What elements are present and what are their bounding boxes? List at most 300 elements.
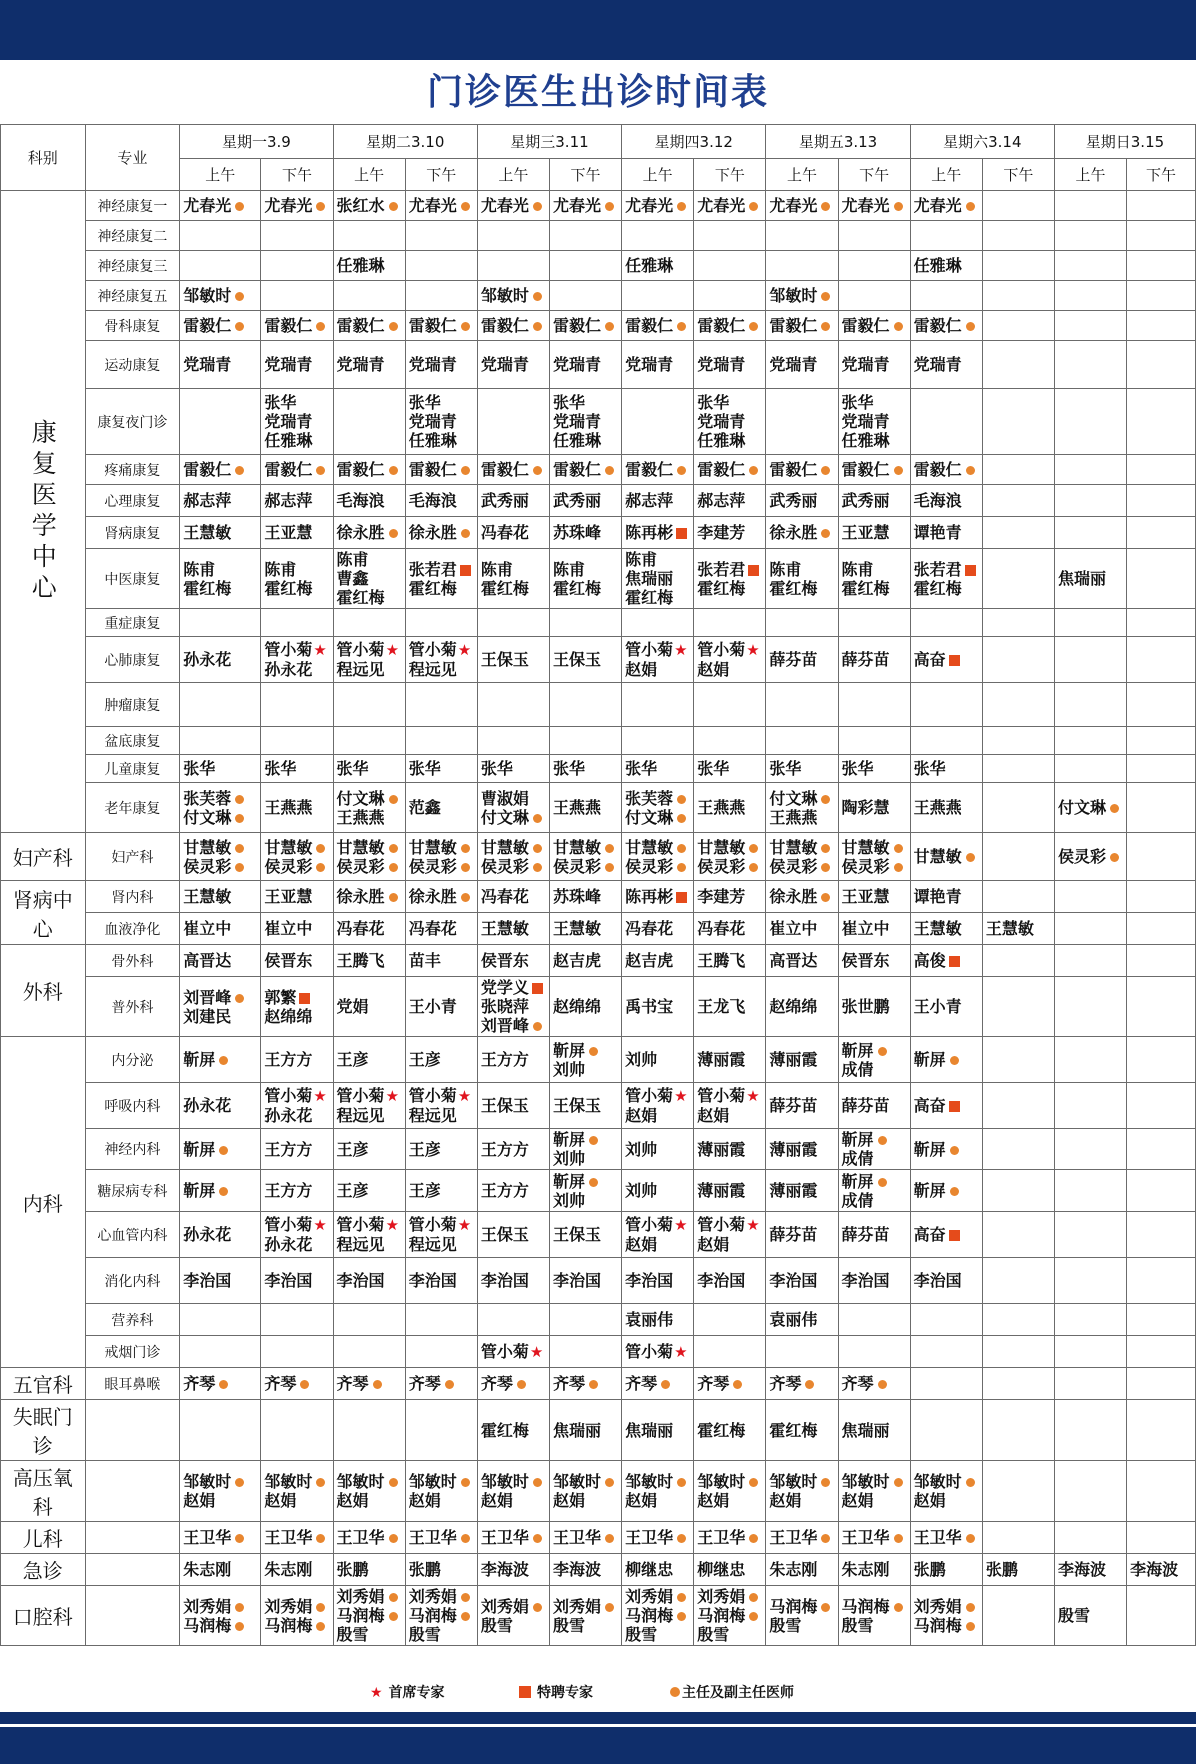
doctor-name: 李治国: [697, 1271, 746, 1290]
doctor-name: 毛海浪: [408, 491, 457, 510]
doctor-name: 雷毅仁: [625, 460, 674, 479]
schedule-cell: [180, 637, 261, 683]
schedule-cell: [549, 783, 621, 833]
square-icon: [460, 565, 471, 576]
schedule-cell: [405, 833, 477, 881]
schedule-cell: [1127, 221, 1196, 251]
spec-name: 神经内科: [104, 1142, 161, 1158]
schedule-cell: [838, 609, 910, 637]
dot-icon: [821, 1478, 830, 1487]
schedule-cell: [694, 1522, 766, 1554]
doctor-name: 张华: [264, 759, 297, 778]
doctor-name: 管小菊: [264, 1086, 313, 1105]
dot-icon: [235, 1603, 244, 1612]
doctor-name: 齐琴: [408, 1374, 441, 1393]
doctor-entry: [842, 1172, 907, 1191]
doctor-entry: [1058, 847, 1123, 866]
doctor-entry: [842, 1616, 907, 1635]
doctor-name: 刘晋峰: [183, 987, 232, 1007]
schedule-cell: [910, 1037, 982, 1083]
doctor-name: 齐琴: [480, 1374, 513, 1393]
spec-cell: [85, 1037, 180, 1083]
dot-icon: [533, 202, 542, 211]
spec-name: 康复夜门诊: [97, 414, 168, 431]
doctor-name: 冯春花: [336, 919, 385, 938]
schedule-cell: [405, 727, 477, 755]
doctor-name: 党瑞青: [408, 412, 457, 431]
dot-icon: [589, 1380, 598, 1389]
doctor-entry: [842, 560, 907, 579]
doctor-name: 王慧敏: [480, 919, 529, 938]
schedule-cell: [261, 1170, 333, 1212]
schedule-cell: [910, 341, 982, 389]
doctor-name: 李建芳: [697, 887, 746, 906]
schedule-cell: [405, 485, 477, 517]
spec-cell: [85, 517, 180, 549]
doctor-name: 刘建民: [183, 1006, 232, 1026]
doctor-entry: [842, 887, 907, 906]
doctor-name: 薛芬苗: [841, 1096, 890, 1115]
spec-cell: [85, 389, 180, 455]
doctor-name: 党瑞青: [480, 355, 529, 374]
schedule-cell: [766, 1461, 838, 1522]
dot-icon: [235, 1534, 244, 1543]
square-icon: [949, 1230, 960, 1241]
doctor-entry: [625, 759, 690, 778]
doctor-entry: [553, 431, 618, 450]
doctor-name: 武秀丽: [841, 491, 890, 510]
schedule-cell: [261, 1368, 333, 1400]
doctor-name: 赵娟: [697, 1235, 730, 1254]
schedule-cell: [333, 281, 405, 311]
dot-icon: [461, 529, 470, 538]
doctor-name: 殷雪: [1057, 1606, 1090, 1625]
schedule-cell: [180, 1336, 261, 1368]
legend-square-label: 特聘专家: [537, 1685, 593, 1701]
schedule-cell: [1127, 1336, 1196, 1368]
doctor-entry: [697, 1235, 762, 1254]
doctor-name: 徐永胜: [336, 523, 385, 542]
schedule-cell: [622, 913, 694, 945]
doctor-entry: [553, 838, 618, 857]
schedule-cell: [766, 1522, 838, 1554]
doctor-entry: [914, 1491, 979, 1510]
doctor-entry: [183, 1140, 257, 1159]
doctor-name: 王方方: [480, 1050, 529, 1069]
doctor-name: 侯晋东: [841, 951, 890, 970]
doctor-name: 薄丽霞: [697, 1050, 746, 1069]
doctor-name: 任雅琳: [408, 431, 457, 450]
star-icon: ★: [674, 1342, 688, 1361]
dot-icon: [950, 1187, 959, 1196]
schedule-cell: [1054, 1304, 1126, 1336]
schedule-cell: [766, 1170, 838, 1212]
doctor-name: 张华: [697, 393, 730, 412]
spec-name: 骨科康复: [104, 318, 161, 335]
doctor-name: 付文琳: [1057, 798, 1106, 817]
doctor-name: 李治国: [183, 1271, 232, 1290]
doctor-entry: [481, 1016, 546, 1035]
schedule-cell: [405, 1586, 477, 1646]
schedule-cell: [180, 977, 261, 1037]
doctor-entry: [697, 1140, 762, 1159]
doctor-name: 侯灵彩: [480, 856, 529, 876]
doctor-name: 王燕燕: [336, 807, 385, 827]
doctor-entry: [553, 412, 618, 431]
schedule-cell: [694, 945, 766, 977]
doctor-name: 马润梅: [769, 1596, 818, 1616]
star-icon: ★: [313, 641, 327, 659]
header-row-halves: [1, 159, 1196, 191]
schedule-cell: [405, 755, 477, 783]
am-header: 上午: [910, 159, 982, 191]
schedule-cell: [1054, 311, 1126, 341]
doctor-name: 霍红梅: [697, 1420, 746, 1440]
doctor-name: 齐琴: [552, 1374, 585, 1393]
doctor-entry: [769, 1597, 834, 1616]
schedule-cell: [694, 1461, 766, 1522]
dot-icon: [235, 1478, 244, 1487]
doctor-entry: [409, 1106, 474, 1125]
doctor-name: 王燕燕: [913, 798, 962, 817]
doctor-name: 陈甫: [625, 550, 658, 569]
doctor-name: 靳屏: [552, 1130, 585, 1149]
doctor-entry: [625, 1472, 690, 1491]
doctor-entry: [769, 460, 834, 479]
pm-header: 下午: [694, 159, 766, 191]
doctor-entry: [842, 460, 907, 479]
doctor-entry: [409, 798, 474, 817]
schedule-cell: [405, 455, 477, 485]
doctor-entry: [481, 1560, 546, 1579]
doctor-entry: [264, 1528, 329, 1547]
schedule-cell: [982, 727, 1054, 755]
square-icon: [965, 565, 976, 576]
doctor-entry: [481, 1181, 546, 1200]
schedule-cell: [766, 1586, 838, 1646]
schedule-cell: [180, 251, 261, 281]
schedule-cell: [180, 1400, 261, 1461]
doctor-entry: [553, 460, 618, 479]
spec-name: 妇产科: [111, 849, 154, 866]
schedule-cell: [622, 683, 694, 727]
doctor-entry: [553, 1041, 618, 1060]
doctor-name: 马润梅: [913, 1615, 962, 1635]
schedule-cell: [549, 1129, 621, 1170]
doctor-entry: [337, 1587, 402, 1606]
doctor-name: 王燕燕: [552, 798, 601, 817]
schedule-cell: [405, 1304, 477, 1336]
doctor-name: 霍红梅: [769, 578, 818, 598]
doctor-name: 靳屏: [183, 1050, 216, 1069]
doctor-entry: [914, 951, 979, 970]
doctor-name: 雷毅仁: [841, 316, 890, 335]
schedule-cell: [549, 977, 621, 1037]
doctor-entry: [1130, 1560, 1192, 1579]
doctor-entry: [625, 550, 690, 569]
doctor-name: 王卫华: [408, 1528, 457, 1547]
doctor-entry: [183, 523, 257, 542]
schedule-cell: [622, 783, 694, 833]
schedule-cell: [180, 1522, 261, 1554]
schedule-cell: [1127, 1037, 1196, 1083]
schedule-cell: [622, 1129, 694, 1170]
doctor-entry: [409, 1086, 474, 1106]
schedule-cell: [1054, 1461, 1126, 1522]
doctor-entry: [183, 919, 257, 938]
doctor-name: 雷毅仁: [841, 460, 890, 479]
schedule-cell: [982, 1522, 1054, 1554]
table-row: [1, 1522, 1196, 1554]
doctor-entry: [914, 759, 979, 778]
dot-icon: [821, 1603, 830, 1612]
doctor-name: 王亚慧: [841, 523, 890, 542]
spec-cell: [85, 1212, 180, 1258]
spec-name: 普外科: [111, 999, 154, 1016]
dot-icon: [316, 202, 325, 211]
schedule-cell: [333, 1400, 405, 1461]
doctor-name: 靳屏: [913, 1050, 946, 1069]
schedule-cell: [1054, 549, 1126, 609]
spec-cell: [85, 783, 180, 833]
schedule-cell: [1127, 945, 1196, 977]
doctor-name: 张鹏: [408, 1560, 441, 1579]
table-row: [1, 549, 1196, 609]
schedule-cell: [622, 1461, 694, 1522]
doctor-entry: [842, 1130, 907, 1149]
doctor-name: 张若君: [913, 559, 962, 579]
schedule-cell: [261, 389, 333, 455]
doctor-name: 薄丽霞: [769, 1139, 818, 1159]
schedule-cell: [261, 881, 333, 913]
day-header: 星期四3.12: [622, 125, 766, 159]
table-row: [1, 1170, 1196, 1212]
doctor-entry: [842, 919, 907, 938]
spec-name: 骨外科: [111, 953, 154, 970]
star-icon: ★: [385, 641, 400, 659]
schedule-cell: [838, 1170, 910, 1212]
schedule-cell: [261, 517, 333, 549]
schedule-cell: [694, 455, 766, 485]
doctor-entry: [183, 1616, 257, 1635]
doctor-entry: [697, 560, 762, 579]
doctor-name: 齐琴: [841, 1374, 874, 1393]
doctor-entry: [481, 460, 546, 479]
doctor-entry: [183, 838, 257, 857]
doctor-name: 刘秀娟: [336, 1587, 385, 1606]
doctor-name: 刘帅: [625, 1181, 658, 1200]
doctor-entry: [409, 560, 474, 579]
spec-name: 心肺康复: [104, 652, 161, 669]
doctor-entry: [1058, 569, 1123, 588]
square-icon: [519, 1686, 531, 1698]
doctor-entry: [842, 951, 907, 970]
doctor-entry: [337, 1528, 402, 1547]
spec-cell: [85, 251, 180, 281]
schedule-cell: [694, 1037, 766, 1083]
schedule-cell: [766, 221, 838, 251]
star-icon: ★: [529, 1342, 544, 1361]
doctor-entry: [914, 355, 979, 374]
doctor-entry: [337, 1106, 402, 1125]
doctor-name: 徐永胜: [769, 887, 818, 906]
schedule-cell: [1127, 977, 1196, 1037]
schedule-cell: [1054, 1212, 1126, 1258]
schedule-cell: [405, 783, 477, 833]
schedule-cell: [910, 783, 982, 833]
schedule-cell: [766, 549, 838, 609]
doctor-name: 党瑞青: [841, 412, 890, 431]
doctor-name: 张芙蓉: [183, 788, 232, 808]
schedule-cell: [549, 1461, 621, 1522]
schedule-cell: [694, 977, 766, 1037]
doctor-name: 赵娟: [336, 1491, 369, 1510]
schedule-cell: [622, 455, 694, 485]
dot-icon: [605, 466, 614, 475]
table-row: [1, 1212, 1196, 1258]
doctor-entry: [842, 523, 907, 542]
spec-name: 重症康复: [104, 615, 161, 632]
schedule-cell: [549, 389, 621, 455]
doctor-entry: [914, 847, 979, 866]
schedule-cell: [1054, 1368, 1126, 1400]
schedule-cell: [180, 1258, 261, 1304]
spec-cell: [85, 1461, 180, 1522]
doctor-entry: [769, 919, 834, 938]
schedule-cell: [622, 389, 694, 455]
doctor-entry: [769, 1528, 834, 1547]
doctor-entry: [264, 1491, 329, 1510]
schedule-cell: [333, 1368, 405, 1400]
doctor-name: 崔立中: [183, 919, 232, 938]
doctor-name: 雷毅仁: [769, 460, 818, 479]
dot-icon: [589, 1047, 598, 1056]
schedule-cell: [477, 1170, 549, 1212]
spec-name: 运动康复: [104, 357, 161, 374]
doctor-name: 薄丽霞: [697, 1181, 746, 1200]
schedule-cell: [910, 977, 982, 1037]
spec-cell: [85, 191, 180, 221]
dot-icon: [389, 844, 398, 853]
doctor-name: 张芙蓉: [625, 788, 674, 808]
am-header: 上午: [477, 159, 549, 191]
doctor-entry: [914, 1560, 979, 1579]
doctor-entry: [842, 1560, 907, 1579]
doctor-entry: [842, 355, 907, 374]
schedule-cell: [405, 1522, 477, 1554]
doctor-name: 陈再彬: [625, 887, 674, 906]
doctor-entry: [697, 1050, 762, 1069]
doctor-entry: [337, 491, 402, 510]
doctor-name: 王彦: [408, 1181, 441, 1200]
spec-name: 中医康复: [104, 571, 161, 588]
table-row: [1, 727, 1196, 755]
doctor-name: 王保玉: [480, 1096, 529, 1115]
schedule-cell: [910, 1586, 982, 1646]
doctor-name: 党瑞青: [183, 355, 232, 374]
table-row: [1, 191, 1196, 221]
schedule-cell: [694, 1554, 766, 1586]
doctor-entry: [409, 412, 474, 431]
schedule-cell: [694, 221, 766, 251]
dept-cell: [1, 881, 86, 945]
dot-icon: [894, 863, 903, 872]
doctor-name: 张晓萍: [480, 997, 529, 1016]
dot-icon: [533, 1603, 542, 1612]
doctor-entry: [842, 1096, 907, 1115]
doctor-name: 雷毅仁: [913, 460, 962, 479]
schedule-cell: [261, 221, 333, 251]
doctor-name: 高奋: [913, 1096, 946, 1115]
dot-icon: [316, 1603, 325, 1612]
doctor-entry: [409, 919, 474, 938]
dot-icon: [461, 322, 470, 331]
schedule-cell: [766, 281, 838, 311]
schedule-cell: [405, 517, 477, 549]
schedule-cell: [180, 783, 261, 833]
doctor-name: 侯晋东: [480, 951, 529, 970]
doctor-name: 张世鹏: [841, 997, 890, 1016]
schedule-cell: [622, 945, 694, 977]
dot-icon: [605, 844, 614, 853]
doctor-entry: [264, 560, 329, 579]
doctor-name: 甘慧敏: [408, 837, 457, 857]
schedule-cell: [982, 1400, 1054, 1461]
doctor-entry: [842, 412, 907, 431]
doctor-entry: [553, 798, 618, 817]
table-row: [1, 281, 1196, 311]
doctor-name: 冯春花: [480, 887, 529, 906]
doctor-name: 武秀丽: [769, 491, 818, 510]
schedule-cell: [1054, 517, 1126, 549]
dot-icon: [894, 1603, 903, 1612]
doctor-entry: [183, 560, 257, 579]
schedule-cell: [982, 945, 1054, 977]
dot-icon: [749, 863, 758, 872]
doctor-name: 李治国: [625, 1271, 674, 1290]
schedule-cell: [910, 1212, 982, 1258]
dot-icon: [316, 1534, 325, 1543]
doctor-name: 朱志刚: [183, 1560, 232, 1579]
page-title: 门诊医生出诊时间表: [426, 72, 769, 113]
schedule-cell: [1127, 683, 1196, 727]
dept-header: 科别: [1, 125, 86, 191]
schedule-cell: [1127, 1083, 1196, 1129]
doctor-entry: [481, 650, 546, 669]
doctor-name: 刘帅: [552, 1190, 585, 1210]
doctor-name: 邹敏时: [480, 1472, 529, 1491]
schedule-cell: [766, 311, 838, 341]
doctor-name: 马润梅: [336, 1606, 385, 1625]
schedule-cell: [333, 609, 405, 637]
doctor-entry: [625, 1050, 690, 1069]
schedule-cell: [333, 1037, 405, 1083]
dot-icon: [235, 292, 244, 301]
doctor-entry: [183, 1007, 257, 1026]
doctor-entry: [553, 1225, 618, 1244]
schedule-cell: [1127, 727, 1196, 755]
spec-name: 疼痛康复: [104, 462, 161, 479]
doctor-name: 高晋达: [183, 951, 232, 970]
dot-icon: [894, 322, 903, 331]
schedule-cell: [1054, 683, 1126, 727]
dept-name: 内科: [22, 1191, 63, 1216]
doctor-entry: [409, 1181, 474, 1200]
doctor-entry: [481, 286, 546, 305]
pm-header: 下午: [405, 159, 477, 191]
doctor-entry: [553, 650, 618, 669]
schedule-cell: [910, 945, 982, 977]
